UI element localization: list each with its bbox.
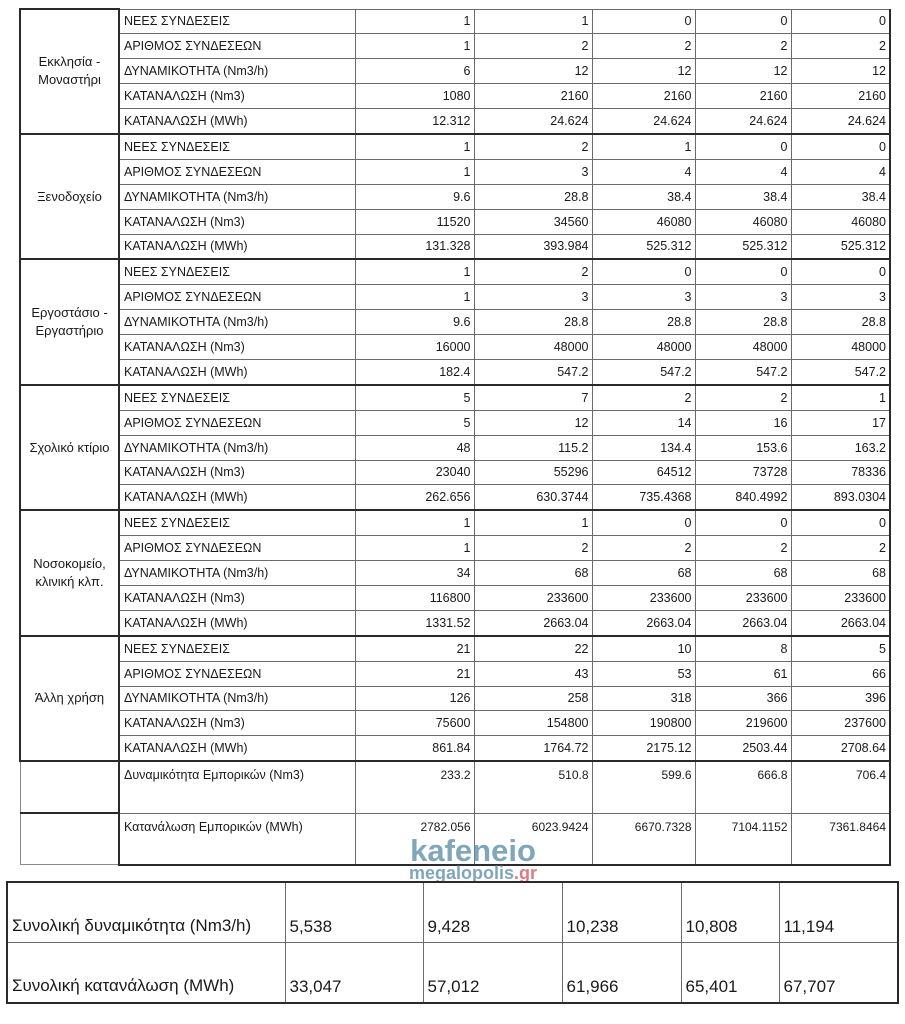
- metric-label: ΚΑΤΑΝΑΛΩΣΗ (Nm3): [119, 585, 355, 610]
- value-cell: 53: [592, 661, 695, 686]
- value-cell: 2708.64: [791, 736, 890, 761]
- value-cell: 258: [474, 686, 592, 711]
- value-cell: 547.2: [791, 359, 890, 384]
- table-row: [20, 59, 890, 84]
- value-cell: 0: [695, 259, 791, 284]
- value-cell: 366: [695, 686, 791, 711]
- table-row: [20, 485, 890, 510]
- value-cell: 190800: [592, 711, 695, 736]
- table-row: [20, 134, 890, 159]
- value-cell: 11520: [355, 209, 474, 234]
- value-cell: 163.2: [791, 435, 890, 460]
- value-cell: 28.8: [592, 310, 695, 335]
- summary-row: [20, 813, 890, 865]
- table-row: [20, 585, 890, 610]
- value-cell: 2663.04: [695, 610, 791, 635]
- value-cell: 0: [791, 9, 890, 34]
- metric-label: ΑΡΙΘΜΟΣ ΣΥΝΔΕΣΕΩΝ: [119, 285, 355, 310]
- table-row: [20, 9, 890, 34]
- value-cell: 17: [791, 410, 890, 435]
- metric-label: ΑΡΙΘΜΟΣ ΣΥΝΔΕΣΕΩΝ: [119, 159, 355, 184]
- value-cell: 4: [791, 159, 890, 184]
- value-cell: 154800: [474, 711, 592, 736]
- metric-label: ΝΕΕΣ ΣΥΝΔΕΣΕΙΣ: [119, 9, 355, 34]
- metric-label: ΚΑΤΑΝΑΛΩΣΗ (MWh): [119, 485, 355, 510]
- category-label: Άλλη χρήση: [20, 636, 119, 761]
- value-cell: 219600: [695, 711, 791, 736]
- metric-label: ΝΕΕΣ ΣΥΝΔΕΣΕΙΣ: [119, 385, 355, 410]
- summary-value-cell: 7104.1152: [695, 813, 791, 865]
- value-cell: 1: [355, 9, 474, 34]
- value-cell: 34560: [474, 209, 592, 234]
- consumption-table-body: [20, 9, 890, 868]
- value-cell: 48000: [791, 335, 890, 360]
- value-cell: 237600: [791, 711, 890, 736]
- metric-label: ΚΑΤΑΝΑΛΩΣΗ (Nm3): [119, 711, 355, 736]
- value-cell: 1: [355, 285, 474, 310]
- table-row: [20, 359, 890, 384]
- value-cell: 12.312: [355, 109, 474, 134]
- totals-row: [7, 943, 898, 1004]
- metric-label: ΑΡΙΘΜΟΣ ΣΥΝΔΕΣΕΩΝ: [119, 34, 355, 59]
- value-cell: 1331.52: [355, 610, 474, 635]
- totals-label: Συνολική δυναμικότητα (Nm3/h): [7, 882, 285, 943]
- value-cell: 2: [474, 134, 592, 159]
- table-row: [20, 610, 890, 635]
- summary-label: Κατανάλωση Εμπορικών (MWh): [119, 813, 355, 865]
- value-cell: 24.624: [791, 109, 890, 134]
- value-cell: 1: [355, 34, 474, 59]
- value-cell: 48000: [695, 335, 791, 360]
- consumption-table: [19, 8, 891, 866]
- value-cell: 10: [592, 636, 695, 661]
- value-cell: 547.2: [474, 359, 592, 384]
- value-cell: 2663.04: [592, 610, 695, 635]
- value-cell: 131.328: [355, 234, 474, 259]
- metric-label: ΚΑΤΑΝΑΛΩΣΗ (Nm3): [119, 335, 355, 360]
- value-cell: 318: [592, 686, 695, 711]
- value-cell: 1: [355, 134, 474, 159]
- metric-label: ΔΥΝΑΜΙΚΟΤΗΤΑ (Nm3/h): [119, 435, 355, 460]
- value-cell: 4: [592, 159, 695, 184]
- totals-value-cell: 10,808: [681, 882, 779, 943]
- value-cell: 2: [592, 34, 695, 59]
- metric-label: ΔΥΝΑΜΙΚΟΤΗΤΑ (Nm3/h): [119, 59, 355, 84]
- value-cell: 525.312: [791, 234, 890, 259]
- value-cell: 23040: [355, 460, 474, 485]
- metric-label: ΑΡΙΘΜΟΣ ΣΥΝΔΕΣΕΩΝ: [119, 410, 355, 435]
- value-cell: 1: [355, 159, 474, 184]
- table-row: [20, 536, 890, 561]
- value-cell: 61: [695, 661, 791, 686]
- value-cell: 1: [355, 510, 474, 535]
- totals-value-cell: 11,194: [779, 882, 898, 943]
- value-cell: 1: [791, 385, 890, 410]
- value-cell: 1: [355, 536, 474, 561]
- value-cell: 2503.44: [695, 736, 791, 761]
- value-cell: 73728: [695, 460, 791, 485]
- value-cell: 233600: [474, 585, 592, 610]
- value-cell: 9.6: [355, 184, 474, 209]
- value-cell: 12: [474, 410, 592, 435]
- value-cell: 28.8: [695, 310, 791, 335]
- value-cell: 16000: [355, 335, 474, 360]
- table-row: [20, 435, 890, 460]
- value-cell: 55296: [474, 460, 592, 485]
- value-cell: 2: [592, 536, 695, 561]
- category-label: Εκκλησία - Μοναστήρι: [20, 9, 119, 134]
- totals-value-cell: 33,047: [285, 943, 423, 1004]
- summary-row: [20, 761, 890, 813]
- value-cell: 2160: [791, 84, 890, 109]
- metric-label: ΚΑΤΑΝΑΛΩΣΗ (Nm3): [119, 84, 355, 109]
- table-row: [20, 209, 890, 234]
- totals-row: [7, 882, 898, 943]
- table-row: [20, 561, 890, 586]
- totals-label: Συνολική κατανάλωση (MWh): [7, 943, 285, 1004]
- value-cell: 2: [695, 385, 791, 410]
- metric-label: ΝΕΕΣ ΣΥΝΔΕΣΕΙΣ: [119, 636, 355, 661]
- summary-value-cell: 7361.8464: [791, 813, 890, 865]
- summary-value-cell: 6023.9424: [474, 813, 592, 865]
- metric-label: ΚΑΤΑΝΑΛΩΣΗ (MWh): [119, 610, 355, 635]
- table-row: [20, 636, 890, 661]
- value-cell: 21: [355, 661, 474, 686]
- value-cell: 2: [474, 536, 592, 561]
- category-label: Εργοστάσιο - Εργαστήριο: [20, 259, 119, 384]
- value-cell: 1: [355, 259, 474, 284]
- value-cell: 64512: [592, 460, 695, 485]
- value-cell: 12: [791, 59, 890, 84]
- value-cell: 0: [791, 510, 890, 535]
- value-cell: 24.624: [592, 109, 695, 134]
- value-cell: 12: [592, 59, 695, 84]
- value-cell: 68: [695, 561, 791, 586]
- metric-label: ΔΥΝΑΜΙΚΟΤΗΤΑ (Nm3/h): [119, 184, 355, 209]
- metric-label: ΚΑΤΑΝΑΛΩΣΗ (Nm3): [119, 209, 355, 234]
- value-cell: 840.4992: [695, 485, 791, 510]
- table-row: [20, 159, 890, 184]
- value-cell: 22: [474, 636, 592, 661]
- table-row: [20, 711, 890, 736]
- value-cell: 233600: [592, 585, 695, 610]
- table-row: [20, 510, 890, 535]
- value-cell: 34: [355, 561, 474, 586]
- value-cell: 0: [791, 259, 890, 284]
- table-row: [20, 109, 890, 134]
- summary-value-cell: 510.8: [474, 761, 592, 813]
- summary-value-cell: 2782.056: [355, 813, 474, 865]
- value-cell: 0: [592, 9, 695, 34]
- value-cell: 7: [474, 385, 592, 410]
- value-cell: 861.84: [355, 736, 474, 761]
- value-cell: 28.8: [474, 310, 592, 335]
- value-cell: 1: [474, 510, 592, 535]
- value-cell: 115.2: [474, 435, 592, 460]
- watermark-line2-suffix: .gr: [514, 863, 538, 883]
- empty-category-cell: [20, 761, 119, 813]
- value-cell: 2: [695, 536, 791, 561]
- summary-value-cell: 666.8: [695, 761, 791, 813]
- value-cell: 2663.04: [791, 610, 890, 635]
- category-label: Ξενοδοχείο: [20, 134, 119, 259]
- table-row: [20, 234, 890, 259]
- value-cell: 6: [355, 59, 474, 84]
- metric-label: ΚΑΤΑΝΑΛΩΣΗ (Nm3): [119, 460, 355, 485]
- value-cell: 233600: [695, 585, 791, 610]
- totals-table: [6, 881, 899, 1004]
- value-cell: 48000: [592, 335, 695, 360]
- value-cell: 134.4: [592, 435, 695, 460]
- value-cell: 0: [695, 9, 791, 34]
- value-cell: 14: [592, 410, 695, 435]
- value-cell: 3: [474, 159, 592, 184]
- value-cell: 12: [474, 59, 592, 84]
- value-cell: 2663.04: [474, 610, 592, 635]
- value-cell: 0: [695, 134, 791, 159]
- metric-label: ΚΑΤΑΝΑΛΩΣΗ (MWh): [119, 736, 355, 761]
- value-cell: 24.624: [695, 109, 791, 134]
- value-cell: 0: [592, 510, 695, 535]
- value-cell: 66: [791, 661, 890, 686]
- value-cell: 8: [695, 636, 791, 661]
- metric-label: ΝΕΕΣ ΣΥΝΔΕΣΕΙΣ: [119, 259, 355, 284]
- value-cell: 68: [791, 561, 890, 586]
- table-row: [20, 385, 890, 410]
- value-cell: 3: [474, 285, 592, 310]
- value-cell: 0: [791, 134, 890, 159]
- value-cell: 48000: [474, 335, 592, 360]
- summary-value-cell: 6670.7328: [592, 813, 695, 865]
- metric-label: ΑΡΙΘΜΟΣ ΣΥΝΔΕΣΕΩΝ: [119, 661, 355, 686]
- metric-label: ΝΕΕΣ ΣΥΝΔΕΣΕΙΣ: [119, 134, 355, 159]
- metric-label: ΔΥΝΑΜΙΚΟΤΗΤΑ (Nm3/h): [119, 310, 355, 335]
- value-cell: 3: [592, 285, 695, 310]
- category-label: Σχολικό κτίριο: [20, 385, 119, 510]
- metric-label: ΔΥΝΑΜΙΚΟΤΗΤΑ (Nm3/h): [119, 561, 355, 586]
- value-cell: 12: [695, 59, 791, 84]
- value-cell: 2: [791, 34, 890, 59]
- table-row: [20, 335, 890, 360]
- metric-label: ΚΑΤΑΝΑΛΩΣΗ (MWh): [119, 234, 355, 259]
- value-cell: 2: [695, 34, 791, 59]
- value-cell: 233600: [791, 585, 890, 610]
- totals-value-cell: 65,401: [681, 943, 779, 1004]
- totals-value-cell: 61,966: [562, 943, 681, 1004]
- value-cell: 525.312: [695, 234, 791, 259]
- summary-label: Δυναμικότητα Εμπορικών (Nm3): [119, 761, 355, 813]
- table-row: [20, 686, 890, 711]
- value-cell: 1080: [355, 84, 474, 109]
- metric-label: ΚΑΤΑΝΑΛΩΣΗ (MWh): [119, 359, 355, 384]
- value-cell: 396: [791, 686, 890, 711]
- value-cell: 2: [474, 259, 592, 284]
- value-cell: 5: [791, 636, 890, 661]
- value-cell: 5: [355, 410, 474, 435]
- value-cell: 1764.72: [474, 736, 592, 761]
- value-cell: 1: [474, 9, 592, 34]
- table-row: [20, 84, 890, 109]
- value-cell: 630.3744: [474, 485, 592, 510]
- value-cell: 153.6: [695, 435, 791, 460]
- watermark-line1: kafeneio: [410, 833, 536, 868]
- category-label: Νοσοκομείο, κλινική κλπ.: [20, 510, 119, 635]
- value-cell: 2160: [474, 84, 592, 109]
- metric-label: ΑΡΙΘΜΟΣ ΣΥΝΔΕΣΕΩΝ: [119, 536, 355, 561]
- value-cell: 126: [355, 686, 474, 711]
- metric-label: ΝΕΕΣ ΣΥΝΔΕΣΕΙΣ: [119, 510, 355, 535]
- metric-label: ΚΑΤΑΝΑΛΩΣΗ (MWh): [119, 109, 355, 134]
- value-cell: 46080: [695, 209, 791, 234]
- table-row: [20, 310, 890, 335]
- totals-value-cell: 67,707: [779, 943, 898, 1004]
- value-cell: 68: [474, 561, 592, 586]
- value-cell: 46080: [592, 209, 695, 234]
- value-cell: 48: [355, 435, 474, 460]
- value-cell: 116800: [355, 585, 474, 610]
- summary-value-cell: 233.2: [355, 761, 474, 813]
- value-cell: 0: [695, 510, 791, 535]
- table-row: [20, 736, 890, 761]
- value-cell: 43: [474, 661, 592, 686]
- value-cell: 38.4: [791, 184, 890, 209]
- watermark-line2-main: megalopolis: [408, 863, 514, 883]
- value-cell: 38.4: [592, 184, 695, 209]
- value-cell: 78336: [791, 460, 890, 485]
- watermark-line2: [378, 864, 568, 882]
- value-cell: 3: [695, 285, 791, 310]
- value-cell: 893.0304: [791, 485, 890, 510]
- value-cell: 262.656: [355, 485, 474, 510]
- totals-table-body: [7, 882, 898, 1003]
- value-cell: 9.6: [355, 310, 474, 335]
- table-row: [20, 460, 890, 485]
- value-cell: 393.984: [474, 234, 592, 259]
- value-cell: 28.8: [791, 310, 890, 335]
- summary-value-cell: 599.6: [592, 761, 695, 813]
- value-cell: 2: [592, 385, 695, 410]
- value-cell: 525.312: [592, 234, 695, 259]
- value-cell: 46080: [791, 209, 890, 234]
- value-cell: 68: [592, 561, 695, 586]
- value-cell: 28.8: [474, 184, 592, 209]
- summary-value-cell: 706.4: [791, 761, 890, 813]
- value-cell: 182.4: [355, 359, 474, 384]
- value-cell: 547.2: [695, 359, 791, 384]
- metric-label: ΔΥΝΑΜΙΚΟΤΗΤΑ (Nm3/h): [119, 686, 355, 711]
- empty-category-cell: [20, 813, 119, 865]
- value-cell: 2160: [592, 84, 695, 109]
- value-cell: 24.624: [474, 109, 592, 134]
- table-row: [20, 34, 890, 59]
- value-cell: 2175.12: [592, 736, 695, 761]
- value-cell: 3: [791, 285, 890, 310]
- value-cell: 4: [695, 159, 791, 184]
- value-cell: 5: [355, 385, 474, 410]
- totals-value-cell: 10,238: [562, 882, 681, 943]
- value-cell: 21: [355, 636, 474, 661]
- table-row: [20, 259, 890, 284]
- value-cell: 547.2: [592, 359, 695, 384]
- value-cell: 75600: [355, 711, 474, 736]
- table-row: [20, 285, 890, 310]
- value-cell: 2: [791, 536, 890, 561]
- value-cell: 2160: [695, 84, 791, 109]
- value-cell: 735.4368: [592, 485, 695, 510]
- value-cell: 38.4: [695, 184, 791, 209]
- value-cell: 16: [695, 410, 791, 435]
- table-row: [20, 184, 890, 209]
- table-row: [20, 661, 890, 686]
- table-row: [20, 410, 890, 435]
- value-cell: 0: [592, 259, 695, 284]
- totals-value-cell: 57,012: [423, 943, 562, 1004]
- totals-value-cell: 5,538: [285, 882, 423, 943]
- value-cell: 2: [474, 34, 592, 59]
- value-cell: 1: [592, 134, 695, 159]
- totals-value-cell: 9,428: [423, 882, 562, 943]
